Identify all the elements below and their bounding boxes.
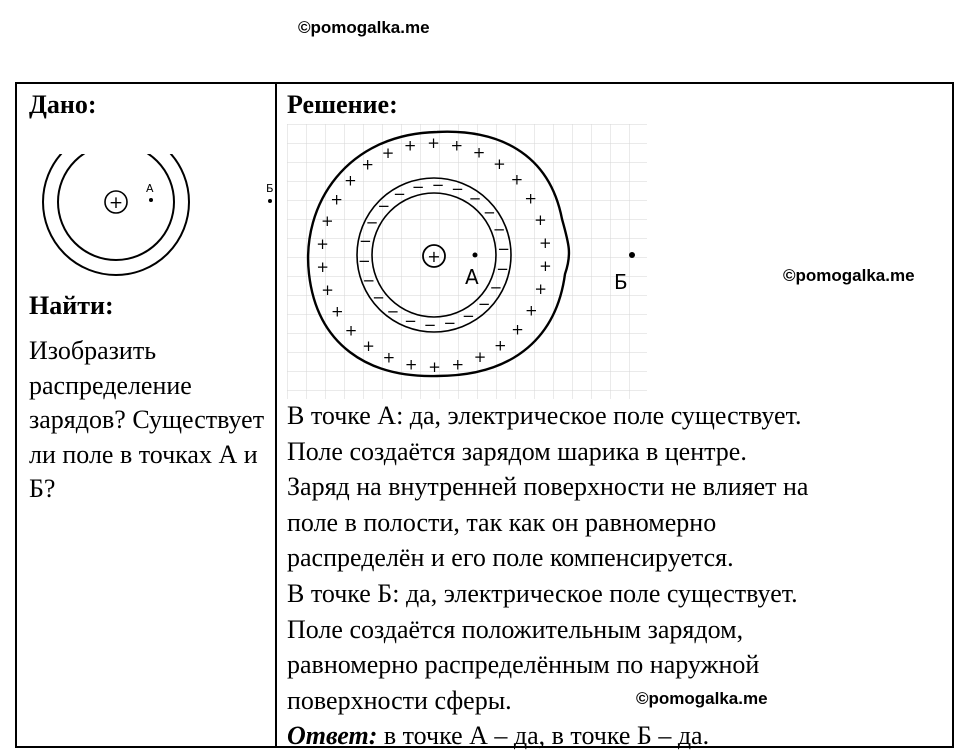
plus-charge-mark: + [472,143,486,162]
minus-charge-mark: − [365,213,379,232]
minus-charge-mark: − [377,197,391,216]
minus-charge-mark: − [483,203,496,222]
minus-charge-mark: − [362,271,376,290]
plus-charge-mark: + [451,355,465,374]
plus-charge-mark: + [510,170,524,189]
plus-charge-mark: + [344,171,357,190]
plus-charge-mark: + [493,155,506,174]
plus-charge-mark: + [316,234,329,253]
point-a-label: А [465,265,479,289]
given-heading: Дано: [29,90,97,119]
plus-charge-mark: + [473,348,487,367]
point-a-dot [473,253,478,258]
minus-charge-mark: − [489,278,503,297]
minus-charge-mark: − [477,294,491,313]
find-heading: Найти: [29,291,114,320]
watermark-top: ©pomogalka.me [298,18,430,37]
point-a-dot [149,198,153,202]
solution-line: поверхности сферы. [287,685,512,715]
minus-charge-mark: − [359,232,372,251]
plus-charge-mark: + [362,336,375,355]
given-sphere-diagram [39,154,275,284]
minus-charge-mark: − [443,314,457,333]
minus-charge-mark: − [411,177,425,196]
column-divider [275,84,277,746]
minus-charge-mark: − [423,315,437,334]
minus-charge-mark: − [496,259,509,278]
minus-charge-mark: − [393,185,406,203]
answer-line [287,718,947,754]
minus-charge-mark: − [492,220,506,239]
plus-charge-mark: + [534,210,547,229]
point-b-label: Б [266,182,274,195]
plus-charge-mark: + [494,336,507,355]
solution-heading: Решение: [287,90,398,119]
plus-charge-mark: + [382,348,396,367]
solution-line: распределён и его поле компенсируется. [287,543,734,573]
minus-charge-mark: − [468,189,482,208]
plus-charge-mark: + [539,233,552,252]
watermark-bottom: ©pomogalka.me [636,689,768,708]
plus-charge-mark: + [361,155,374,174]
find-text: Изобразить распределение зарядов? Существует ли поле в точках А и Б? [29,336,265,503]
minus-charge-mark: − [358,252,371,270]
minus-charge-mark: − [372,288,385,307]
plus-charge-mark: + [404,355,418,374]
outer-shell-outer-circle [43,154,189,275]
minus-charge-mark: − [451,180,464,199]
point-b-dot [629,252,635,258]
plus-charge-mark: + [534,280,547,299]
plus-charge-mark: + [330,190,343,209]
plus-charge-mark: + [524,189,537,208]
plus-charge-mark: + [511,320,524,339]
watermark-middle: ©pomogalka.me [783,266,915,285]
plus-charge-mark: + [316,258,329,277]
point-a-label: А [146,182,154,195]
solution-line: В точке А: да, электрическое поле существует. [287,401,802,430]
minus-charge-mark: − [431,176,445,195]
graph-paper-grid [287,124,647,399]
solution-sketch [287,124,647,399]
plus-charge-mark: + [525,301,538,320]
solution-text [287,398,947,754]
solution-line: В точке Б: да, электрическое поле существует. [287,578,798,608]
plus-charge-mark: + [331,302,344,321]
plus-charge-mark: + [321,281,334,300]
plus-charge-mark: + [427,134,440,152]
center-charge-label: + [108,193,124,213]
plus-charge-mark: + [381,143,395,162]
solution-line: поле в полости, так как он равномерно [287,507,717,537]
solution-line: Поле создаётся зарядом шарика в центре. [287,436,747,466]
minus-charge-mark: − [404,311,417,330]
minus-charge-mark: − [462,307,475,325]
plus-charge-mark: + [539,257,552,276]
point-b-dot [268,199,272,203]
plus-charge-mark: + [344,321,358,340]
plus-charge-mark: + [321,211,334,230]
solution-line: Заряд на внутренней поверхности не влияет на [287,472,809,502]
answer-text: в точке А – да, в точке Б – да. [377,721,710,751]
plus-charge-mark: + [428,358,441,376]
point-b-label: Б [614,270,628,294]
solution-line: равномерно распределённым по наружной [287,650,760,680]
center-charge-label: + [427,247,441,266]
plus-charge-mark: + [403,136,417,155]
minus-charge-mark: − [386,302,400,321]
solution-table [15,82,954,751]
solution-line: Поле создаётся положительным зарядом, [287,614,744,644]
minus-charge-mark: − [497,240,510,258]
answer-label: Ответ: [287,721,378,751]
plus-charge-mark: + [450,136,464,155]
